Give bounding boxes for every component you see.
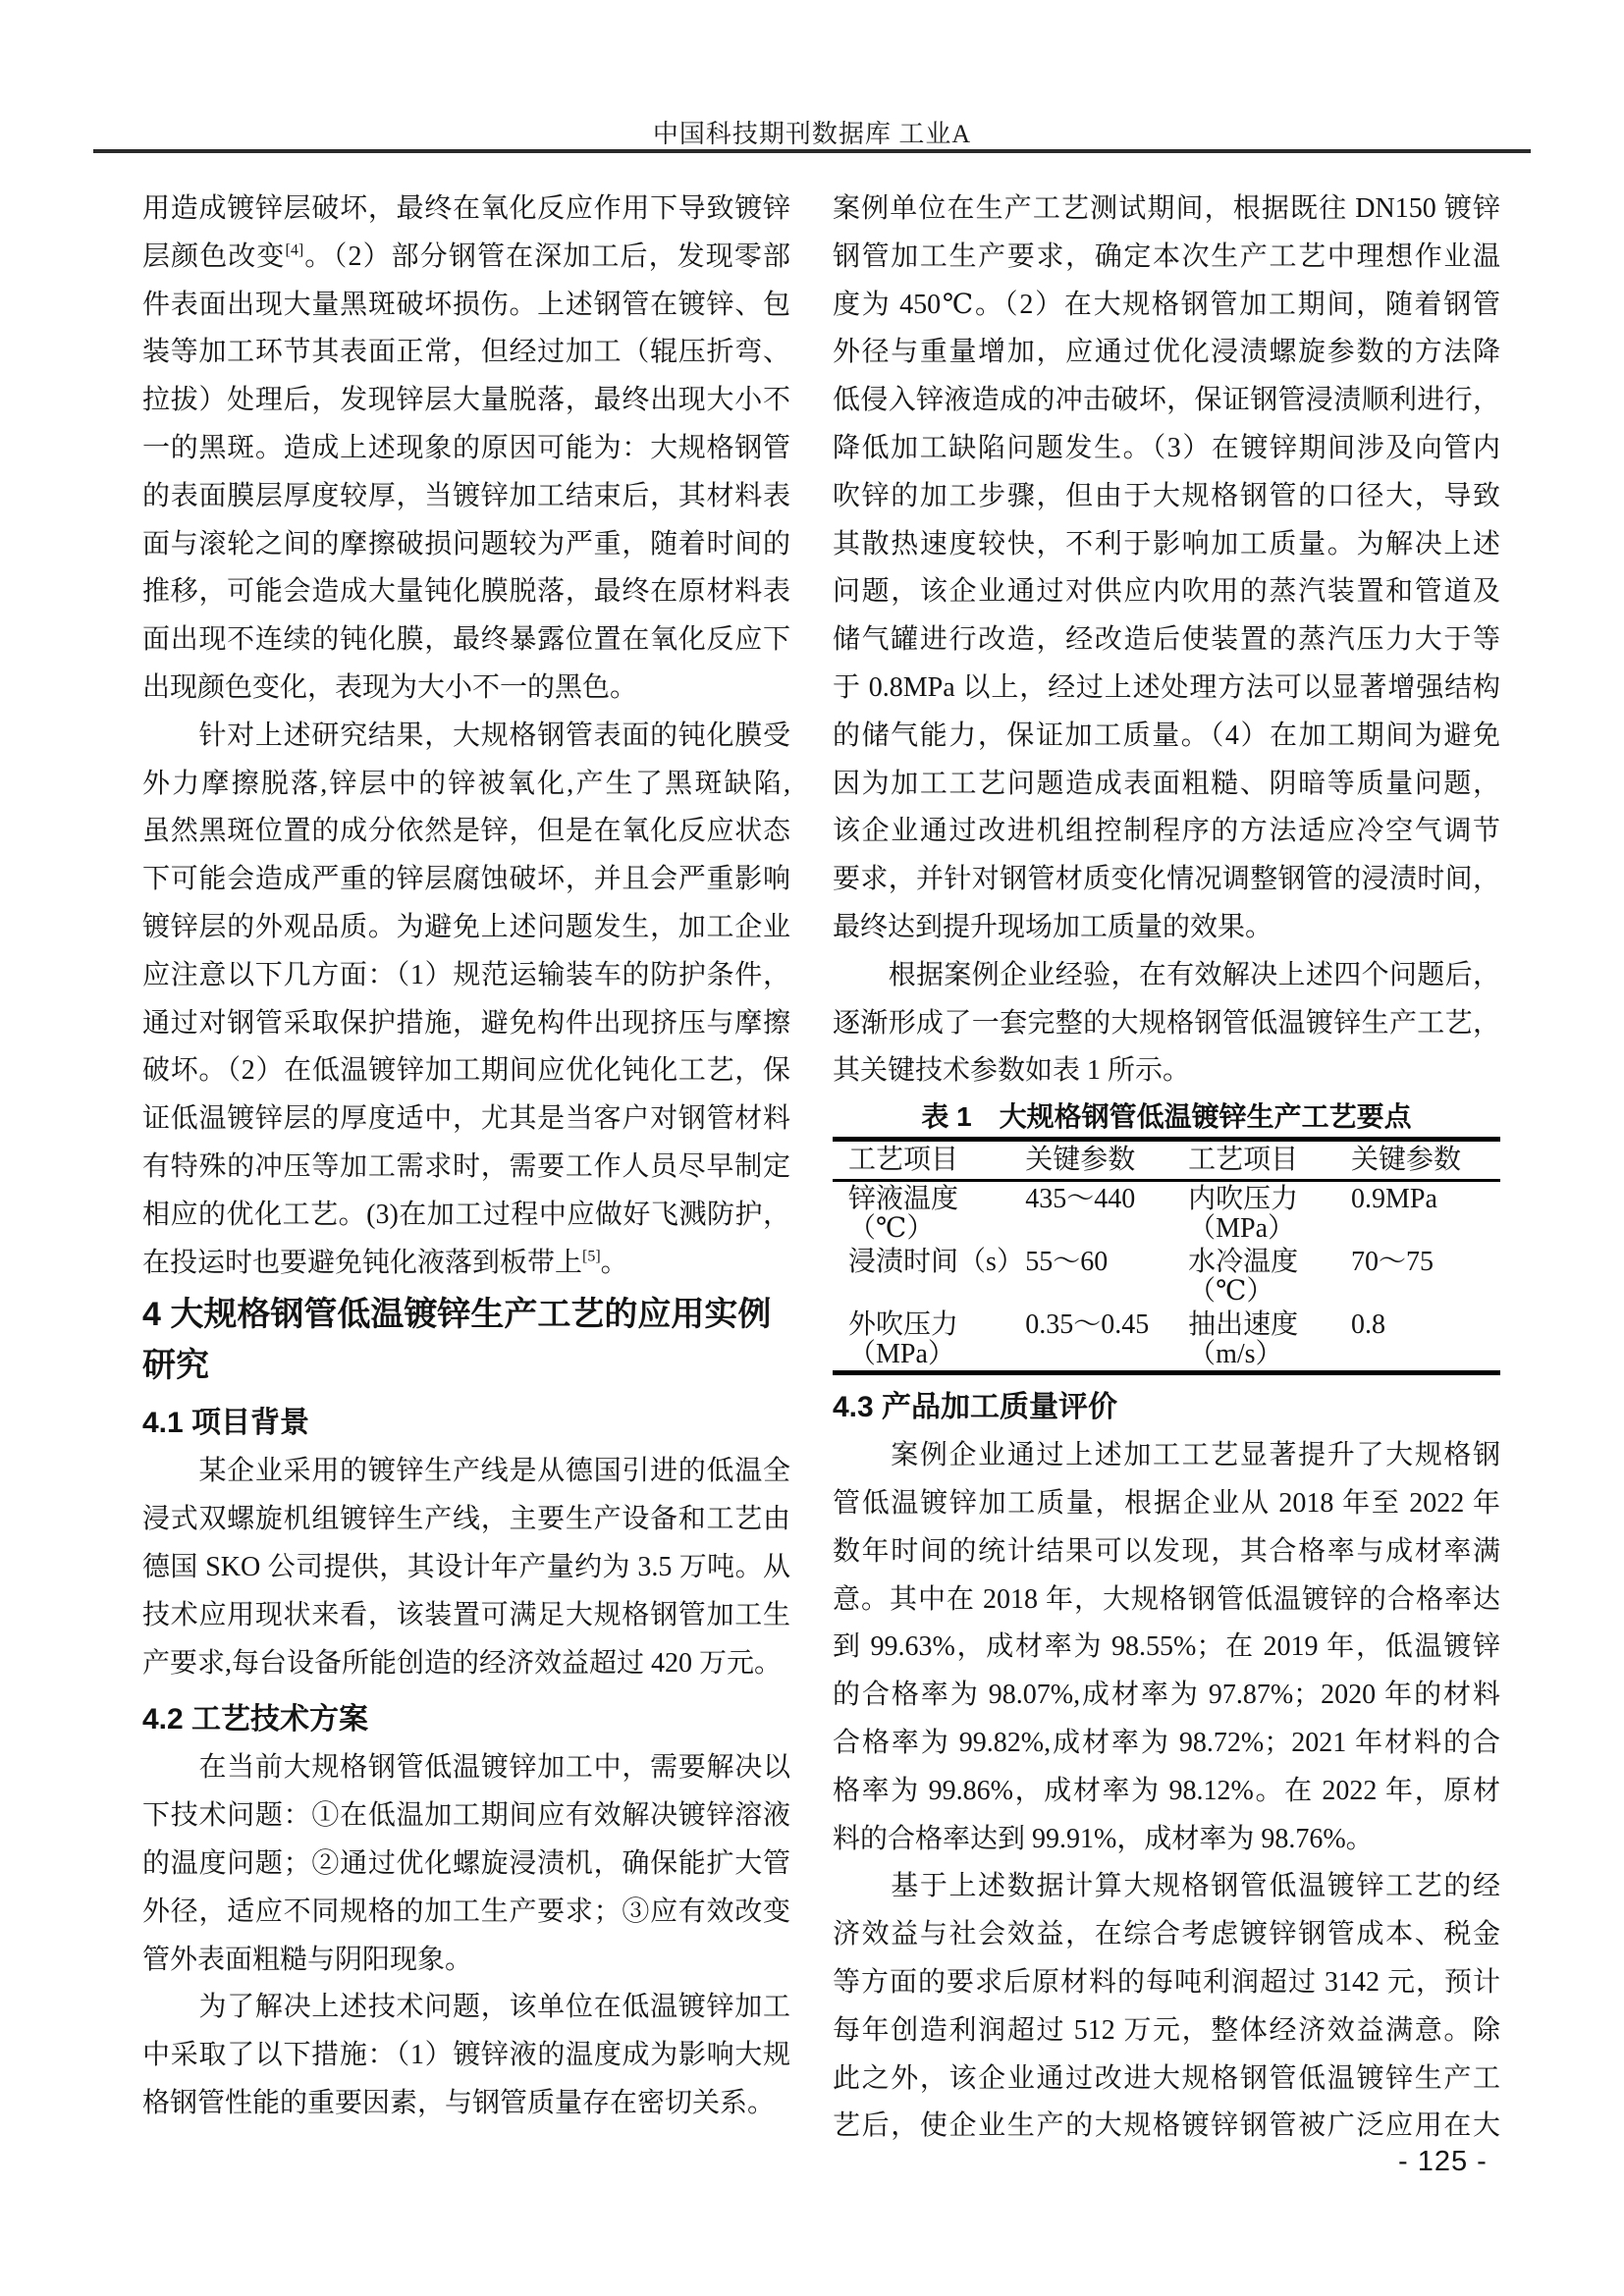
process-parameters-table <box>833 1137 1500 1375</box>
right-column <box>833 186 1500 2151</box>
text-line: 案例企业通过上述加工工艺显著提升了大规格钢 <box>833 1440 1500 1471</box>
text-line: 证低温镀锌层的厚度适中，尤其是当客户对钢管材料 <box>142 1103 790 1135</box>
text-line: 装等加工环节其表面正常，但经过加工（辊压折弯、 <box>142 337 790 368</box>
text-line: 拉拔）处理后，发现锌层大量脱落，最终出现大小不 <box>142 385 790 416</box>
paragraph <box>833 952 1500 1095</box>
text-line: 德国 SKO 公司提供，其设计年产量约为 3.5 万吨。从 <box>142 1551 790 1582</box>
text-line: 数年时间的统计结果可以发现，其合格率与成材率满 <box>833 1535 1500 1567</box>
table-cell-line: 0.8 <box>1351 1309 1385 1341</box>
table-cell <box>1172 1181 1335 1246</box>
text-line: 技术应用现状来看，该装置可满足大规格钢管加工生 <box>142 1599 790 1630</box>
paragraph <box>142 1984 790 2127</box>
text-line: 合格率为 99.82%,成材率为 98.72%；2021 年材料的合 <box>833 1727 1500 1758</box>
table-1 <box>833 1097 1500 1375</box>
text-line: 一的黑斑。造成上述现象的原因可能为：大规格钢管 <box>142 432 790 463</box>
paragraph <box>833 1863 1500 2151</box>
text-line: 管外表面粗糙与阴阳现象。 <box>142 1944 473 1975</box>
table-cell-line: 435～440 <box>1025 1184 1136 1215</box>
table-caption: 表 1 大规格钢管低温镀锌生产工艺要点 <box>921 1101 1412 1133</box>
table-cell-line: （MPa） <box>848 1338 955 1369</box>
text-line: 问题，该企业通过对供应内吹用的蒸汽装置和管道及 <box>833 576 1500 608</box>
text-line: 逐渐形成了一套完整的大规格钢管低温镀锌生产工艺， <box>833 1007 1500 1039</box>
text-line: 下技术问题：①在低温加工期间应有效解决镀锌溶液 <box>142 1800 790 1832</box>
table-cell-line: （℃） <box>1188 1275 1274 1307</box>
text-line: 下可能会造成严重的锌层腐蚀破坏，并且会严重影响 <box>142 864 790 895</box>
text-line: 面与滚轮之间的摩擦破损问题较为严重，随着时间的 <box>142 528 790 560</box>
text-line: 格钢管性能的重要因素，与钢管质量存在密切关系。 <box>142 2087 776 2118</box>
table-cell-line: （℃） <box>848 1212 935 1244</box>
table-cell-line: 锌液温度 <box>848 1184 959 1215</box>
text-line: 最终达到提升现场加工质量的效果。 <box>833 911 1273 942</box>
section-4-2-heading <box>142 1695 790 1744</box>
paragraph-continuation <box>142 186 790 713</box>
text-line: 于 0.8MPa 以上，经过上述处理方法可以显著增强结构 <box>833 671 1500 703</box>
text-line: 产要求,每台设备所能创造的经济效益超过 420 万元。 <box>142 1647 783 1679</box>
text-line: 此之外，该企业通过改进大规格钢管低温镀锌生产工 <box>833 2062 1500 2094</box>
text-line: 的温度问题；②通过优化螺旋浸渍机，确保能扩大管 <box>142 1847 790 1879</box>
table-cell <box>1335 1308 1500 1373</box>
text-line: 吹锌的加工步骤，但由于大规格钢管的口径大，导致 <box>833 480 1500 511</box>
table-cell-line: 55～60 <box>1025 1247 1109 1278</box>
heading-line: 4 大规格钢管低温镀锌生产工艺的应用实例 <box>142 1296 772 1334</box>
table-cell-line: 抽出速度 <box>1188 1309 1299 1341</box>
table-cell <box>833 1308 1009 1373</box>
table-row <box>833 1245 1500 1308</box>
text-line: 针对上述研究结果，大规格钢管表面的钝化膜受 <box>142 720 790 751</box>
section-4-3-heading <box>833 1383 1500 1432</box>
table-header-cell: 工艺项目 <box>1172 1140 1335 1181</box>
heading-line: 4.3 产品加工质量评价 <box>833 1391 1118 1424</box>
text-line: 在当前大规格钢管低温镀锌加工中，需要解决以 <box>142 1752 790 1784</box>
table-cell-line: （m/s） <box>1188 1338 1283 1369</box>
table-cell <box>833 1181 1009 1246</box>
section-4-1-heading <box>142 1399 790 1448</box>
table-row <box>833 1181 1500 1246</box>
text-line: 相应的优化工艺。(3)在加工过程中应做好飞溅防护， <box>142 1199 790 1230</box>
table-cell <box>1009 1245 1172 1308</box>
paragraph <box>833 1432 1500 1863</box>
text-line: 意。其中在 2018 年，大规格钢管低温镀锌的合格率达 <box>833 1583 1500 1615</box>
text-line: 艺后，使企业生产的大规格镀锌钢管被广泛应用在大 <box>833 2110 1500 2142</box>
table-cell-line: 0.35～0.45 <box>1025 1309 1150 1341</box>
text-line: 层颜色改变[4]。（2）部分钢管在深加工后，发现零部 <box>142 240 790 272</box>
table-cell-line: （MPa） <box>1188 1212 1295 1244</box>
citation-ref: [4] <box>285 241 304 259</box>
text-line: 其散热速度较快，不利于影响加工质量。为解决上述 <box>833 528 1500 560</box>
text-line: 储气罐进行改造，经改造后使装置的蒸汽压力大于等 <box>833 624 1500 656</box>
text-line: 其关键技术参数如表 1 所示。 <box>833 1055 1191 1087</box>
text-line: 件表面出现大量黑斑破坏损伤。上述钢管在镀锌、包 <box>142 289 790 320</box>
text-line: 格率为 99.86%，成材率为 98.12%。在 2022 年，原材 <box>833 1775 1500 1806</box>
table-cell-line: 浸渍时间（s） <box>848 1247 1024 1278</box>
text-line: 有特殊的冲压等加工需求时，需要工作人员尽早制定 <box>142 1150 790 1182</box>
text-line: 用造成镀锌层破坏，最终在氧化反应作用下导致镀锌 <box>142 193 790 224</box>
table-cell <box>1172 1308 1335 1373</box>
page-number: - 125 - <box>1398 2146 1488 2177</box>
text-line: 度为 450℃。（2）在大规格钢管加工期间，随着钢管 <box>833 289 1500 320</box>
text-line: 等方面的要求后原材料的每吨利润超过 3142 元，预计 <box>833 1966 1500 1998</box>
table-cell-line: 内吹压力 <box>1188 1184 1299 1215</box>
text-line: 通过对钢管采取保护措施，避免构件出现挤压与摩擦 <box>142 1007 790 1039</box>
header-rule <box>93 149 1531 153</box>
text-line: 的储气能力，保证加工质量。（4）在加工期间为避免 <box>833 720 1500 751</box>
table-cell-line: 70～75 <box>1351 1247 1435 1278</box>
text-line: 钢管加工生产要求，确定本次生产工艺中理想作业温 <box>833 240 1500 272</box>
table-header-row <box>833 1140 1500 1181</box>
text-line: 案例单位在生产工艺测试期间，根据既往 DN150 镀锌 <box>833 193 1500 224</box>
text-line: 基于上述数据计算大规格钢管低温镀锌工艺的经 <box>833 1871 1500 1902</box>
citation-ref: [5] <box>582 1248 601 1265</box>
left-column <box>142 186 790 2128</box>
paragraph <box>142 1448 790 1687</box>
text-line: 济效益与社会效益，在综合考虑镀锌钢管成本、税金 <box>833 1919 1500 1950</box>
text-line: 为了解决上述技术问题，该单位在低温镀锌加工 <box>142 1992 790 2023</box>
text-line: 要求，并针对钢管材质变化情况调整钢管的浸渍时间， <box>833 864 1500 895</box>
paragraph <box>142 713 790 1288</box>
text-line: 浸式双螺旋机组镀锌生产线，主要生产设备和工艺由 <box>142 1504 790 1535</box>
heading-line: 研究 <box>142 1347 209 1385</box>
text-line: 虽然黑斑位置的成分依然是锌，但是在氧化反应状态 <box>142 816 790 847</box>
table-header-cell: 工艺项目 <box>833 1140 1009 1181</box>
table-cell <box>833 1245 1024 1308</box>
table-cell <box>1335 1245 1500 1308</box>
table-row <box>833 1308 1500 1373</box>
text-line: 每年创造利润超过 512 万元，整体经济效益满意。除 <box>833 2014 1500 2046</box>
text-line: 的合格率为 98.07%,成材率为 97.87%；2020 年的材料 <box>833 1680 1500 1711</box>
text-line: 某企业采用的镀锌生产线是从德国引进的低温全 <box>142 1456 790 1487</box>
text-line: 管低温镀锌加工质量，根据企业从 2018 年至 2022 年 <box>833 1487 1500 1519</box>
text-line: 外径与重量增加，应通过优化浸渍螺旋参数的方法降 <box>833 337 1500 368</box>
text-line: 外径，适应不同规格的加工生产要求；③应有效改变 <box>142 1896 790 1927</box>
text-line: 在投运时也要避免钝化液落到板带上[5]。 <box>142 1247 628 1278</box>
text-line: 推移，可能会造成大量钝化膜脱落，最终在原材料表 <box>142 576 790 608</box>
paragraph <box>142 1744 790 1984</box>
page-header: 中国科技期刊数据库 工业A <box>652 120 972 148</box>
table-cell <box>1335 1181 1500 1246</box>
table-cell <box>1009 1181 1172 1246</box>
table-cell-line: 0.9MPa <box>1351 1184 1437 1215</box>
section-4-heading <box>142 1289 790 1391</box>
table-cell-line: 外吹压力 <box>848 1309 959 1341</box>
text-line: 降低加工缺陷问题发生。（3）在镀锌期间涉及向管内 <box>833 432 1500 463</box>
text-line: 面出现不连续的钝化膜，最终暴露位置在氧化反应下 <box>142 624 790 656</box>
text-line: 根据案例企业经验，在有效解决上述四个问题后， <box>833 959 1500 990</box>
text-line: 因为加工工艺问题造成表面粗糙、阴暗等质量问题， <box>833 768 1500 799</box>
text-line: 该企业通过改进机组控制程序的方法适应冷空气调节 <box>833 816 1500 847</box>
text-line: 镀锌层的外观品质。为避免上述问题发生，加工企业 <box>142 911 790 942</box>
text-line: 低侵入锌液造成的冲击破坏，保证钢管浸渍顺利进行， <box>833 385 1500 416</box>
table-cell-line: 水冷温度 <box>1188 1247 1299 1278</box>
text-line: 料的合格率达到 99.91%，成材率为 98.76%。 <box>833 1823 1374 1854</box>
text-line: 外力摩擦脱落,锌层中的锌被氧化,产生了黑斑缺陷, <box>142 768 790 799</box>
heading-line: 4.1 项目背景 <box>142 1407 310 1440</box>
table-header-cell: 关键参数 <box>1009 1140 1172 1181</box>
table-header-cell: 关键参数 <box>1335 1140 1500 1181</box>
text-line: 应注意以下几方面：（1）规范运输装车的防护条件， <box>142 959 790 990</box>
text-line: 破坏。（2）在低温镀锌加工期间应优化钝化工艺，保 <box>142 1055 790 1087</box>
text-line: 的表面膜层厚度较厚，当镀锌加工结束后，其材料表 <box>142 480 790 511</box>
text-line: 中采取了以下措施：（1）镀锌液的温度成为影响大规 <box>142 2040 790 2071</box>
table-cell <box>1009 1308 1172 1373</box>
table-cell <box>1172 1245 1335 1308</box>
paragraph-continuation <box>833 186 1500 952</box>
text-line: 出现颜色变化，表现为大小不一的黑色。 <box>142 671 638 703</box>
heading-line: 4.2 工艺技术方案 <box>142 1703 369 1736</box>
text-line: 到 99.63%，成材率为 98.55%；在 2019 年，低温镀锌 <box>833 1631 1500 1663</box>
